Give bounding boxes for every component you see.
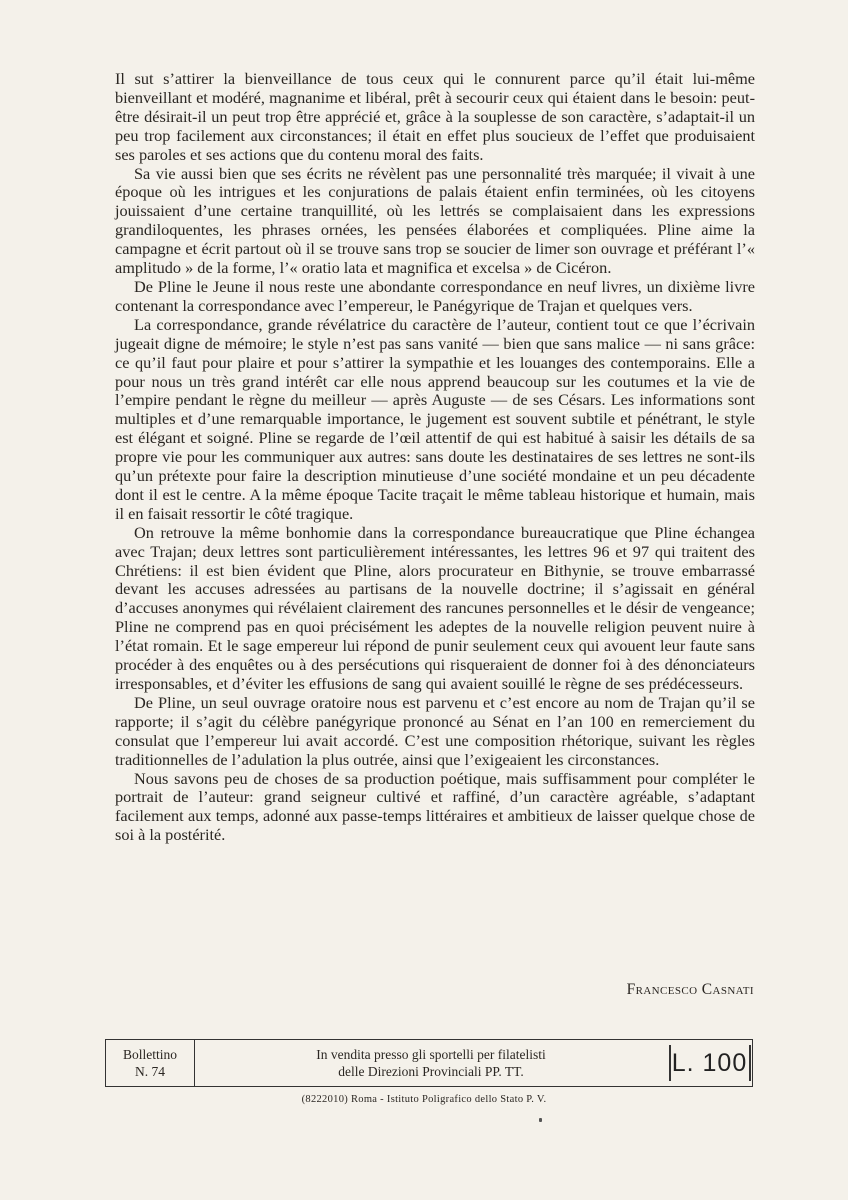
price-area	[667, 1040, 752, 1086]
paragraph-5: On retrouve la même bonhomie dans la correspondance bureaucratique que Pline échangea avec Trajan; deux lettres sont particulièrement intéressantes, les lettres 96 et 97 qui traitent des Chrétiens: il est bien évident que Pline, alors procurateur en Bithynie, se trouve embarrassé devant les accuses adressées au partisans de la nouvelle doctrine; il s’agissait en général d’accuses anonymes qui révélaient clairement des rancunes personnelles et le désir de vengeance; Pline ne comprend pas en quoi précisément les adeptes de la nouvelle religion peuvent nuire à l’état romain. Et le sage empereur lui répond de punir seulement ceux qui avouent leur faute sans procéder à des enquêtes ou à des persécutions qui risqueraient de donner foi à des dénonciateurs irresponsables, et d’éviter les effusions de sang qui avaient souillé le règne de ses prédécesseurs.	[115, 522, 755, 693]
bulletin-label: Bollettino	[123, 1047, 177, 1062]
sale-notice	[195, 1040, 667, 1086]
print-speck	[539, 1118, 542, 1122]
paragraph-2: Sa vie aussi bien que ses écrits ne révèlent pas une personnalité très marquée; il vivait à une époque où les intrigues et les conjurations de palais étaient enfin terminées, où les citoyens jouissaient d’une certaine tranquillité, où les lettrés se complaisaient dans les expressions grandiloquentes, les phrases ornées, les pensées élaborées et compliquées. Pline aime la campagne et écrit partout où il se trouve sans trop se soucier de limer son ouvrage et préférant l’« amplitudo » de la forme, l’« oratio lata et magnifica et excelsa » de Cicéron.	[115, 163, 755, 278]
bulletin-number: N. 74	[135, 1064, 165, 1079]
sale-line-1: In vendita presso gli sportelli per filatelisti	[316, 1047, 546, 1062]
price-label: L. 100	[669, 1045, 751, 1081]
paragraph-6: De Pline, un seul ouvrage oratoire nous est parvenu et c’est encore au nom de Trajan qu’il se rapporte; il s’agit du célèbre panégyrique prononcé au Sénat en l’an 100 en remerciement du consulat que l’empereur lui avait accordé. C’est une composition rhétorique, suivant les règles traditionnelles de l’adulation la plus outrée, ainsi que l’exigeaient les circonstances.	[115, 692, 755, 769]
bulletin-footer-box	[105, 1039, 753, 1087]
article-body	[115, 70, 755, 845]
printer-imprint: (8222010) Roma - Istituto Poligrafico dello Stato P. V.	[301, 1094, 547, 1105]
paragraph-3: De Pline le Jeune il nous reste une abondante correspondance en neuf livres, un dixième livre contenant la correspondance avec l’empereur, le Panégyrique de Trajan et quelques vers.	[115, 276, 755, 315]
paragraph-7: Nous savons peu de choses de sa production poétique, mais suffisamment pour compléter le portrait de l’auteur: grand seigneur cultivé et raffiné, d’un caractère agréable, s’adaptant facilement aux temps, adonné aux passe-temps littéraires et ambitieux de laisser quelque chose de soi à la postérité.	[115, 768, 755, 845]
paragraph-4: La correspondance, grande révélatrice du caractère de l’auteur, contient tout ce que l’écrivain jugeait digne de mémoire; le style n’est pas sans vanité — bien que sans malice — ni sans grâce: ce qu’il faut pour plaire et pour s’attirer la sympathie et les louanges des contemporains. Elle a pour nous un très grand intérêt car elle nous apprend beaucoup sur les coutumes et la vie de l’empire pendant le règne du meilleur — après Auguste — de ses Césars. Les informations sont multiples et d’une remarquable importance, le jugement est souvent subtile et pénétrant, le style est élégant et soigné. Pline se regarde de l’œil attentif de qui est habitué à saisir les détails de sa propre vie pour les communiquer aux autres: sans doute les destinataires de ses lettres ne sont-ils qu’un prétexte pour faire la description minutieuse d’une société mondaine et un peu décadente dont il est le centre. A la même époque Tacite traçait le même tableau historique et humain, mais il en faisait ressortir le côté tragique.	[115, 314, 755, 523]
author-signature: Francesco Casnati	[626, 981, 754, 998]
paragraph-1: Il sut s’attirer la bienveillance de tous ceux qui le connurent parce qu’il était lui-même bienveillant et modéré, magnanime et libéral, prêt à secourir ceux qui étaient dans le besoin: peut-être désirait-il un peut trop être apprécié et, grâce à la souplesse de son caractère, s’adaptait-il un peu trop facilement aux circonstances; il était en effet plus soucieux de l’effet que produisaient ses paroles et ses actions que du contenu moral des faits.	[115, 69, 755, 164]
sale-line-2: delle Direzioni Provinciali PP. TT.	[338, 1064, 524, 1079]
bulletin-info	[106, 1040, 195, 1086]
